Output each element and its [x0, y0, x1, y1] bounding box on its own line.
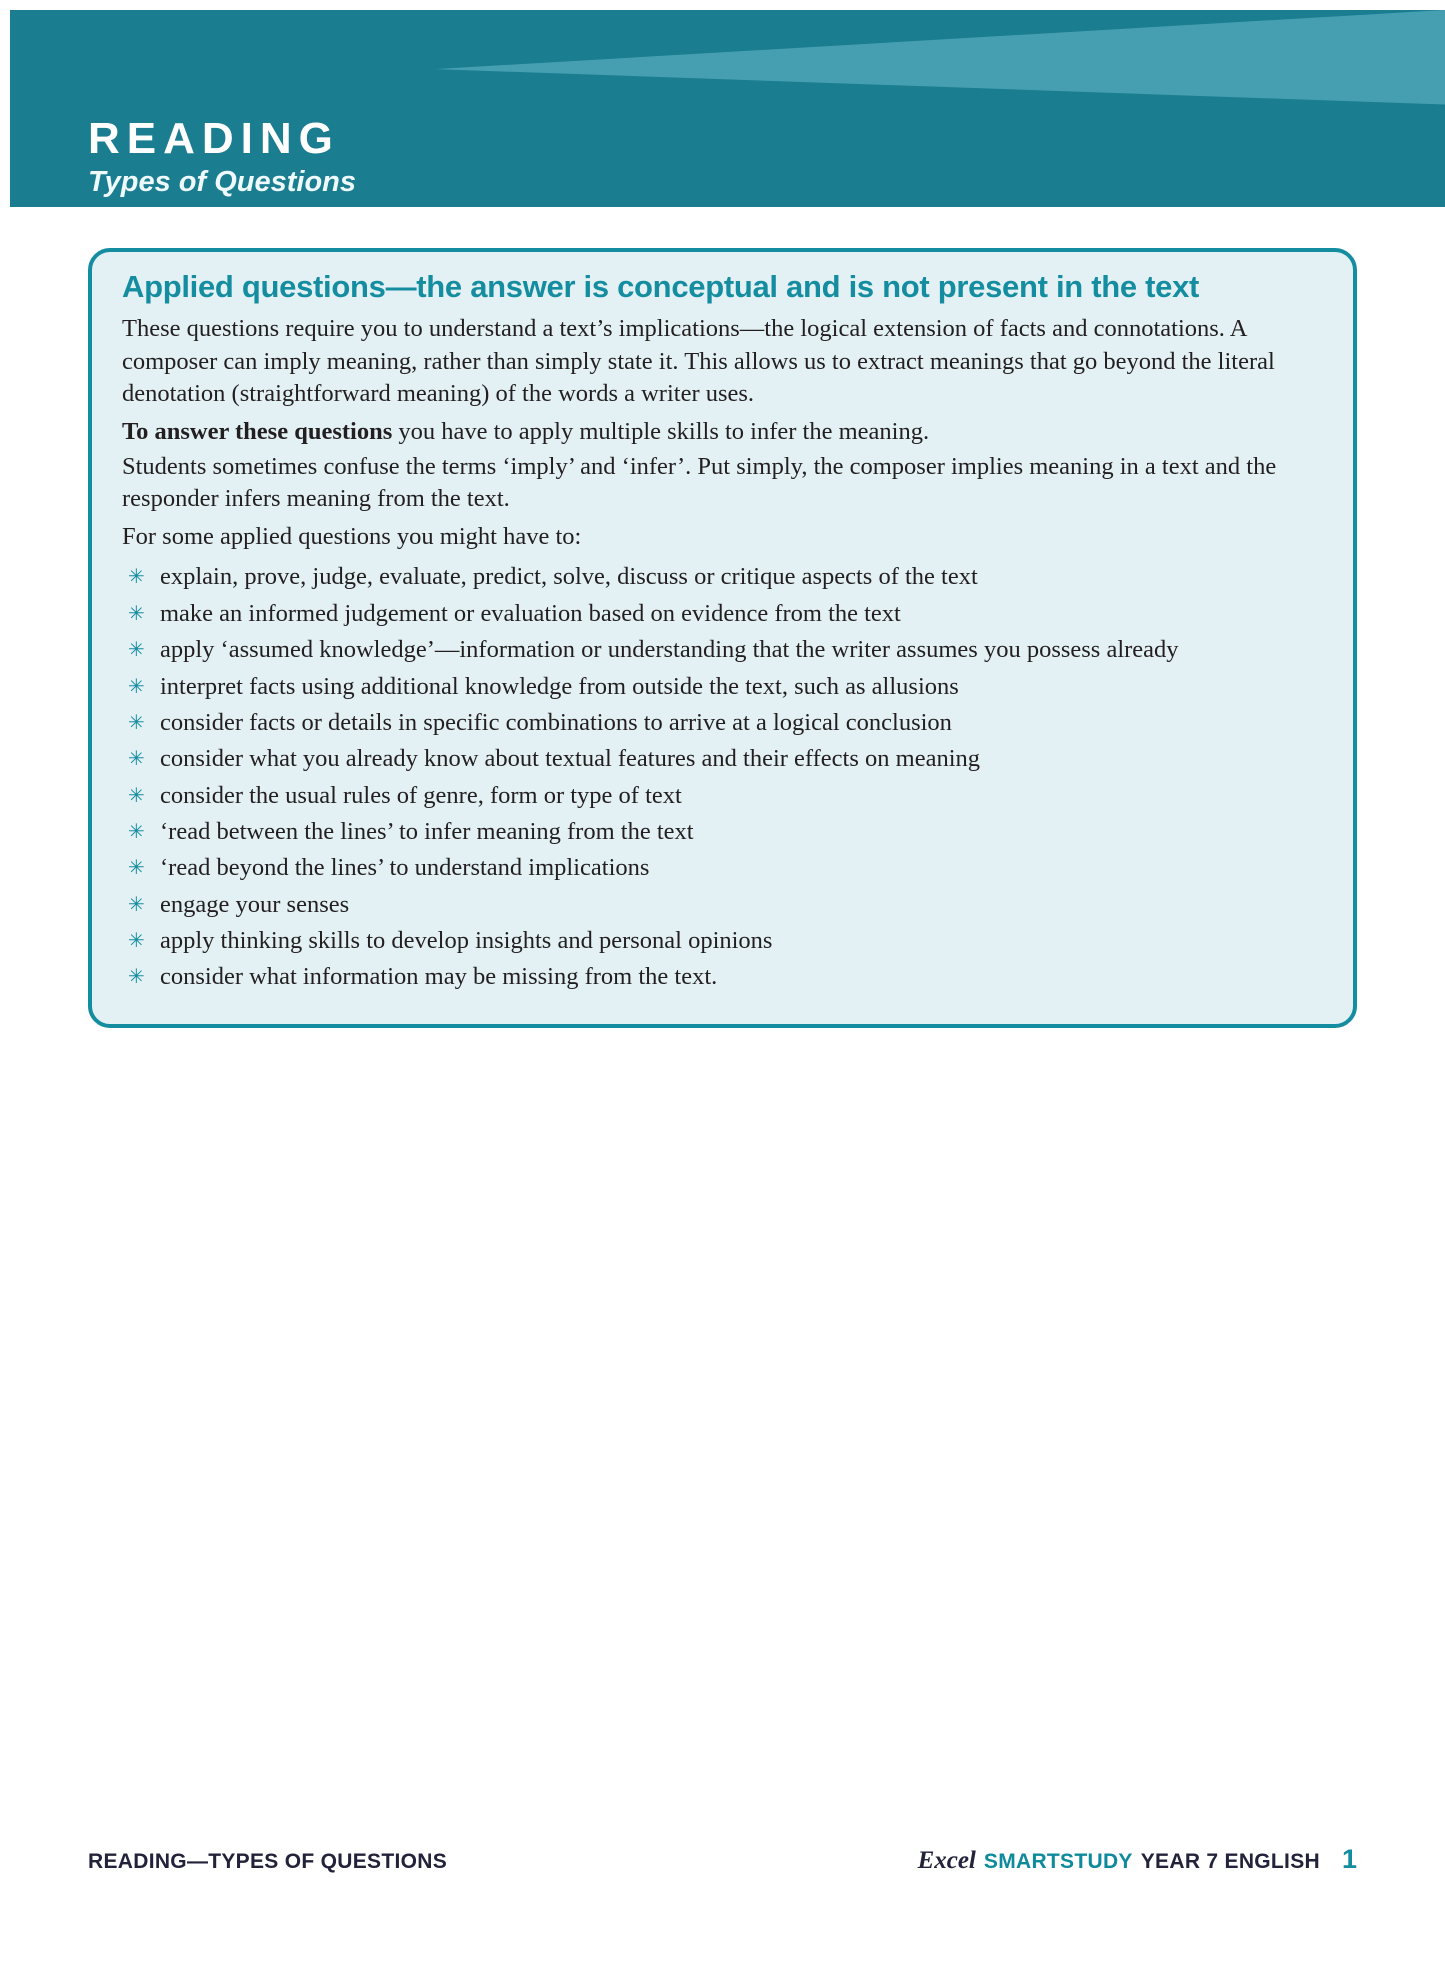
list-item-text: explain, prove, judge, evaluate, predict, solve, discuss or critique aspects of the text — [160, 563, 978, 591]
list-item — [122, 852, 1323, 883]
list-item-text: interpret facts using additional knowledge from outside the text, such as allusions — [160, 672, 959, 700]
applied-questions-list — [122, 561, 1323, 992]
list-item-text: consider facts or details in specific combinations to arrive at a logical conclusion — [160, 708, 952, 736]
asterisk-bullet-icon: ✳ — [128, 709, 145, 734]
brand-suffix: YEAR 7 ENGLISH — [1140, 1850, 1320, 1873]
list-item-text: consider what you already know about textual features and their effects on meaning — [160, 745, 981, 773]
list-item-text: apply thinking skills to develop insights and personal opinions — [160, 927, 773, 955]
banner-accent-shape — [435, 10, 1445, 207]
brand-smartstudy: SMARTSTUDY — [983, 1850, 1133, 1873]
asterisk-bullet-icon: ✳ — [128, 782, 145, 807]
footer-brand-group — [918, 1844, 1357, 1875]
list-item — [122, 961, 1323, 992]
list-item — [122, 743, 1323, 774]
banner-text-group — [88, 115, 356, 199]
asterisk-bullet-icon: ✳ — [128, 964, 145, 989]
applied-questions-box — [88, 248, 1357, 1028]
list-item — [122, 634, 1323, 665]
answer-paragraph-bold: To answer these questions — [122, 418, 393, 446]
page-footer — [88, 1844, 1357, 1875]
intro-paragraph: These questions require you to understand a text’s implications—the logical extension of facts and connotations. A composer can imply meaning, rather than simply state it. This allows us to extract meanings that go beyond the literal denotation (straightforward meaning) of the words a writer uses. — [122, 315, 1275, 407]
asterisk-bullet-icon: ✳ — [128, 891, 145, 916]
list-item — [122, 925, 1323, 956]
list-item-text: ‘read between the lines’ to infer meaning from the text — [160, 818, 694, 845]
section-subtitle: Types of Questions — [88, 166, 357, 199]
list-item — [122, 889, 1323, 920]
answer-paragraph — [122, 416, 1323, 448]
box-heading: Applied questions—the answer is conceptual and is not present in the text — [122, 269, 1200, 304]
list-item-text: consider the usual rules of genre, form or type of text — [160, 781, 682, 809]
list-item-text: ‘read beyond the lines’ to understand implications — [160, 854, 650, 882]
asterisk-bullet-icon: ✳ — [128, 564, 145, 589]
asterisk-bullet-icon: ✳ — [128, 819, 145, 843]
list-item — [122, 671, 1323, 702]
list-item — [122, 780, 1323, 811]
list-intro-paragraph: For some applied questions you might have to: — [122, 523, 582, 551]
imply-infer-paragraph: Students sometimes confuse the terms ‘imply’ and ‘infer’. Put simply, the composer implies meaning in a text and the responder infers meaning from the text. — [122, 452, 1277, 512]
asterisk-bullet-icon: ✳ — [128, 673, 145, 698]
list-item-text: consider what information may be missing from the text. — [160, 963, 718, 991]
list-item-text: make an informed judgement or evaluation based on evidence from the text — [160, 599, 901, 627]
list-item — [122, 561, 1323, 592]
list-item-text: apply ‘assumed knowledge’—information or understanding that the writer assumes you possess already — [160, 636, 1179, 664]
list-item — [122, 707, 1323, 738]
page-number: 1 — [1341, 1844, 1357, 1874]
asterisk-bullet-icon: ✳ — [128, 600, 145, 625]
asterisk-bullet-icon: ✳ — [128, 855, 145, 880]
list-item — [122, 816, 1323, 847]
page-header-banner — [10, 10, 1445, 207]
list-item-text: engage your senses — [160, 890, 350, 918]
asterisk-bullet-icon: ✳ — [128, 746, 145, 771]
asterisk-bullet-icon: ✳ — [128, 928, 145, 953]
footer-section-label: READING—TYPES OF QUESTIONS — [88, 1850, 448, 1873]
brand-excel: Excel — [917, 1847, 976, 1874]
section-title: READING — [88, 113, 340, 163]
list-item — [122, 598, 1323, 629]
answer-paragraph-rest: you have to apply multiple skills to infer the meaning. — [392, 418, 930, 446]
asterisk-bullet-icon: ✳ — [128, 637, 145, 662]
